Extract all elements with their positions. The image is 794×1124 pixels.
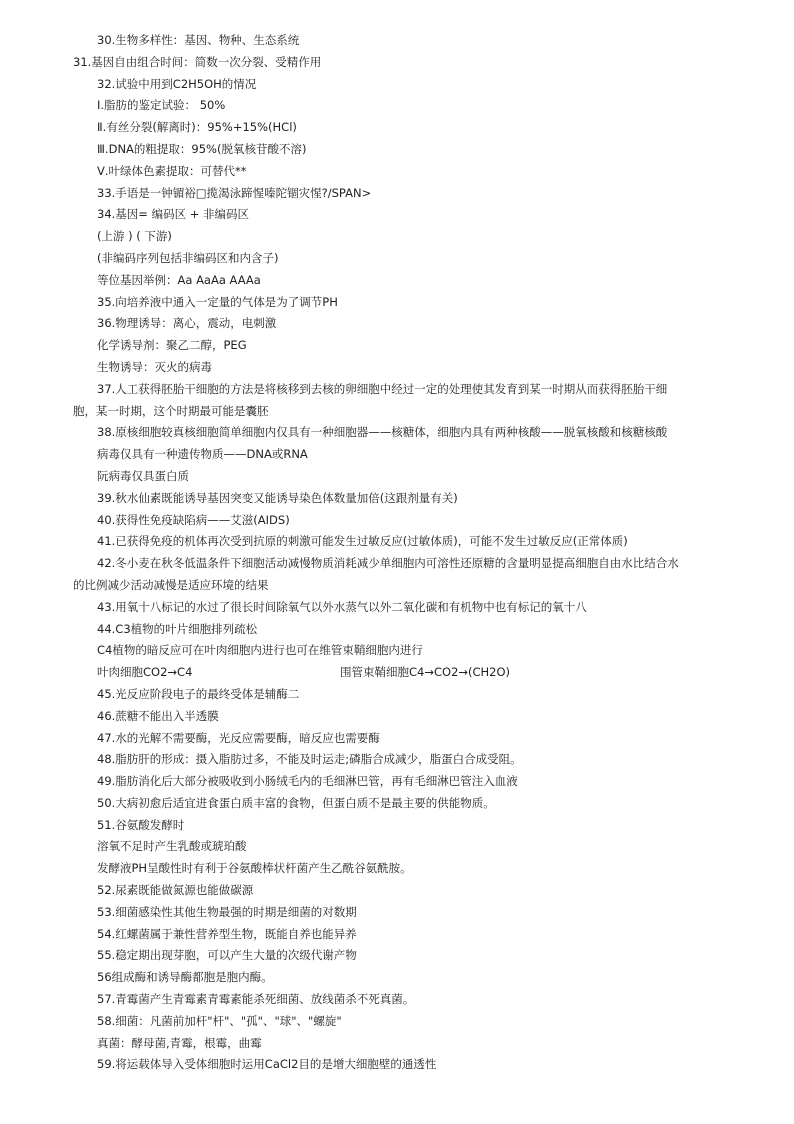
text-line: (非编码序列包括非编码区和内含子) xyxy=(97,250,279,265)
text-line: Ⅱ.有丝分裂(解离时)：95%+15%(HCl) xyxy=(97,120,297,135)
text-line: C4植物的暗反应可在叶肉细胞内进行也可在维管束鞘细胞内进行 xyxy=(97,643,423,658)
text-line: (上游 ) ( 下游) xyxy=(97,229,172,244)
text-line: 30.生物多样性：基因、物种、生态系统 xyxy=(97,33,300,47)
text-line: 病毒仅具有一种遗传物质——DNA或RNA xyxy=(97,447,308,462)
text-line: 胞，某一时期，这个时期最可能是囊胚 xyxy=(73,403,269,418)
text-left: 叶肉细胞CO2→C4 xyxy=(97,665,193,680)
text-line: 生物诱导：灭火的病毒 xyxy=(97,359,212,374)
text-line: 47.水的光解不需要酶，光反应需要酶，暗反应也需要酶 xyxy=(97,730,380,745)
text-line: 32.试验中用到C2H5OH的情况 xyxy=(97,76,257,91)
text-line: 31.基因自由组合时间：简数一次分裂、受精作用 xyxy=(73,54,322,69)
text-line: 等位基因举例：Aa AaAa AAAa xyxy=(97,272,261,287)
text-line: 36.物理诱导：离心，震动，电刺激 xyxy=(97,316,277,331)
text-line: 38.原核细胞较真核细胞简单细胞内仅具有一种细胞器——核糖体，细胞内具有两种核酸——脱氧核酸和核糖核酸 xyxy=(97,425,668,440)
text-line: 59.将运载体导入受体细胞时运用CaCl2目的是增大细胞壁的通透性 xyxy=(97,1057,437,1072)
text-line: 55.稳定期出现芽胞，可以产生大量的次级代谢产物 xyxy=(97,948,357,963)
text-line: 54.红螺菌属于兼性营养型生物，既能自养也能异养 xyxy=(97,926,357,941)
text-line: 发酵液PH呈酸性时有利于谷氨酸棒状杆菌产生乙酰谷氨酰胺。 xyxy=(97,861,412,876)
text-line: Ⅴ.叶绿体色素提取：可替代** xyxy=(97,163,247,178)
text-line: Ⅰ.脂肪的鉴定试验： 50% xyxy=(97,98,226,113)
text-right: 围管束鞘细胞C4→CO2→(CH2O) xyxy=(340,665,511,680)
text-line: 45.光反应阶段电子的最终受体是辅酶二 xyxy=(97,686,300,701)
text-line: 58.细菌：凡菌前加杆"杆"、"孤"、"球"、"螺旋" xyxy=(97,1013,342,1028)
text-line: 48.脂肪肝的形成：摄入脂肪过多，不能及时运走;磷脂合成减少，脂蛋白合成受阻。 xyxy=(97,752,522,767)
text-line: 真菌：酵母菌,青霉，根霉，曲霉 xyxy=(97,1035,262,1050)
text-line: 49.脂肪消化后大部分被吸收到小肠绒毛内的毛细淋巴管，再有毛细淋巴管注入血液 xyxy=(97,774,518,789)
text-line: Ⅲ.DNA的粗提取：95%(脱氧核苷酸不溶) xyxy=(97,141,307,156)
text-line: 51.谷氨酸发酵时 xyxy=(97,817,185,832)
text-line: 37.人工获得胚胎干细胞的方法是将核移到去核的卵细胞中经过一定的处理使其发育到某一时期从而获得胚胎干细 xyxy=(97,381,668,396)
text-line: 46.蔗糖不能出入半透膜 xyxy=(97,708,219,723)
text-line: 34.基因= 编码区 + 非编码区 xyxy=(97,207,250,222)
text-line: 50.大病初愈后适宜进食蛋白质丰富的食物，但蛋白质不是最主要的供能物质。 xyxy=(97,795,495,810)
text-line: 35.向培养液中通入一定量的气体是为了调节PH xyxy=(97,294,338,309)
text-line: 33.手语是一钟镅裕□揽渴泳蹄惺嗪陀锢灾惺?/SPAN> xyxy=(97,185,372,200)
text-line: 41.已获得免疫的机体再次受到抗原的刺激可能发生过敏反应(过敏体质)，可能不发生过敏反应(正常体质) xyxy=(97,534,628,549)
text-line: 57.青霉菌产生青霉素青霉素能杀死细菌、放线菌杀不死真菌。 xyxy=(97,992,415,1007)
text-line: 39.秋水仙素既能诱导基因突变又能诱导染色体数量加倍(这跟剂量有关) xyxy=(97,490,458,505)
text-line: 42.冬小麦在秋冬低温条件下细胞活动减慢物质消耗减少单细胞内可溶性还原糖的含量明显提高细胞自由水比结合水 xyxy=(97,556,679,571)
text-line: 53.细菌感染性其他生物最强的时期是细菌的对数期 xyxy=(97,904,357,919)
text-line: 44.C3植物的叶片细胞排列疏松 xyxy=(97,621,258,636)
text-line: 溶氧不足时产生乳酸或琥珀酸 xyxy=(97,839,247,854)
text-line-pair xyxy=(0,665,794,679)
text-line: 化学诱导剂：聚乙二醇，PEG xyxy=(97,338,247,353)
text-line: 阮病毒仅具蛋白质 xyxy=(97,468,189,483)
text-line: 43.用氧十八标记的水过了很长时间除氧气以外水蒸气以外二氧化碳和有机物中也有标记的氧十八 xyxy=(97,599,587,614)
text-line: 的比例减少活动减慢是适应环境的结果 xyxy=(73,577,269,592)
text-line: 56组成酶和诱导酶都胞是胞内酶。 xyxy=(97,970,273,985)
text-line: 40.获得性免疫缺陷病——艾滋(AIDS) xyxy=(97,512,290,527)
text-line: 52.尿素既能做氮源也能做碳源 xyxy=(97,883,254,898)
document-body xyxy=(0,33,794,1079)
